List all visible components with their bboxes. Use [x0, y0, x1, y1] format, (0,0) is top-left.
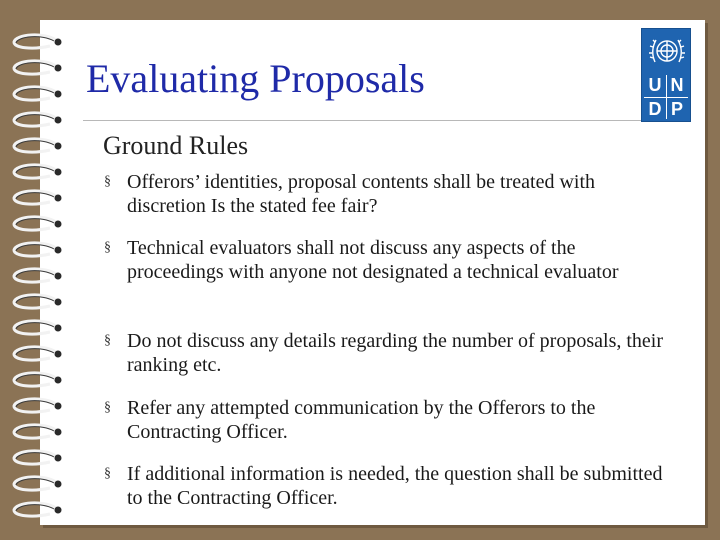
list-item: [103, 396, 663, 444]
title-divider: [83, 120, 691, 121]
binding-hole: [55, 143, 62, 150]
spiral-binding: [0, 0, 80, 540]
bullet-text: Refer any attempted communication by the Offerors to the Contracting Officer.: [127, 397, 596, 443]
undp-logo: [641, 28, 691, 122]
bullet-marker-icon: §: [104, 400, 111, 415]
binding-hole: [55, 403, 62, 410]
logo-letter: N: [667, 75, 687, 95]
binding-hole: [55, 273, 62, 280]
list-item: [103, 236, 663, 284]
bullet-text: Technical evaluators shall not discuss any aspects of the proceedings with anyone not designated a technical evaluator: [127, 237, 619, 283]
bullet-marker-icon: §: [104, 174, 111, 189]
logo-letter: D: [645, 99, 665, 119]
list-item: [103, 329, 663, 377]
logo-letter: U: [645, 75, 665, 95]
binding-hole: [55, 91, 62, 98]
bullet-marker-icon: §: [104, 466, 111, 481]
binding-hole: [55, 169, 62, 176]
binding-hole: [55, 351, 62, 358]
binding-hole: [55, 429, 62, 436]
bullet-text: If additional information is needed, the question shall be submitted to the Contracting Officer.: [127, 463, 663, 509]
binding-hole: [55, 247, 62, 254]
binding-hole: [55, 455, 62, 462]
binding-hole: [55, 117, 62, 124]
bullet-text: Offerors’ identities, proposal contents shall be treated with discretion Is the stated fee fair?: [127, 171, 596, 217]
slide-subtitle: Ground Rules: [103, 131, 249, 160]
binding-hole: [55, 377, 62, 384]
bullet-text: Do not discuss any details regarding the number of proposals, their ranking etc.: [127, 330, 663, 376]
bullet-marker-icon: §: [104, 333, 111, 348]
binding-hole: [55, 507, 62, 514]
binding-hole: [55, 325, 62, 332]
logo-letter: P: [667, 99, 687, 119]
bullet-marker-icon: §: [104, 240, 111, 255]
binding-hole: [55, 481, 62, 488]
list-item: [103, 170, 663, 218]
list-item: [103, 462, 663, 510]
binding-hole: [55, 39, 62, 46]
binding-hole: [55, 299, 62, 306]
binding-hole: [55, 65, 62, 72]
binding-hole: [55, 195, 62, 202]
un-emblem-icon: [646, 32, 688, 72]
slide-title: Evaluating Proposals: [86, 56, 425, 101]
binding-hole: [55, 221, 62, 228]
